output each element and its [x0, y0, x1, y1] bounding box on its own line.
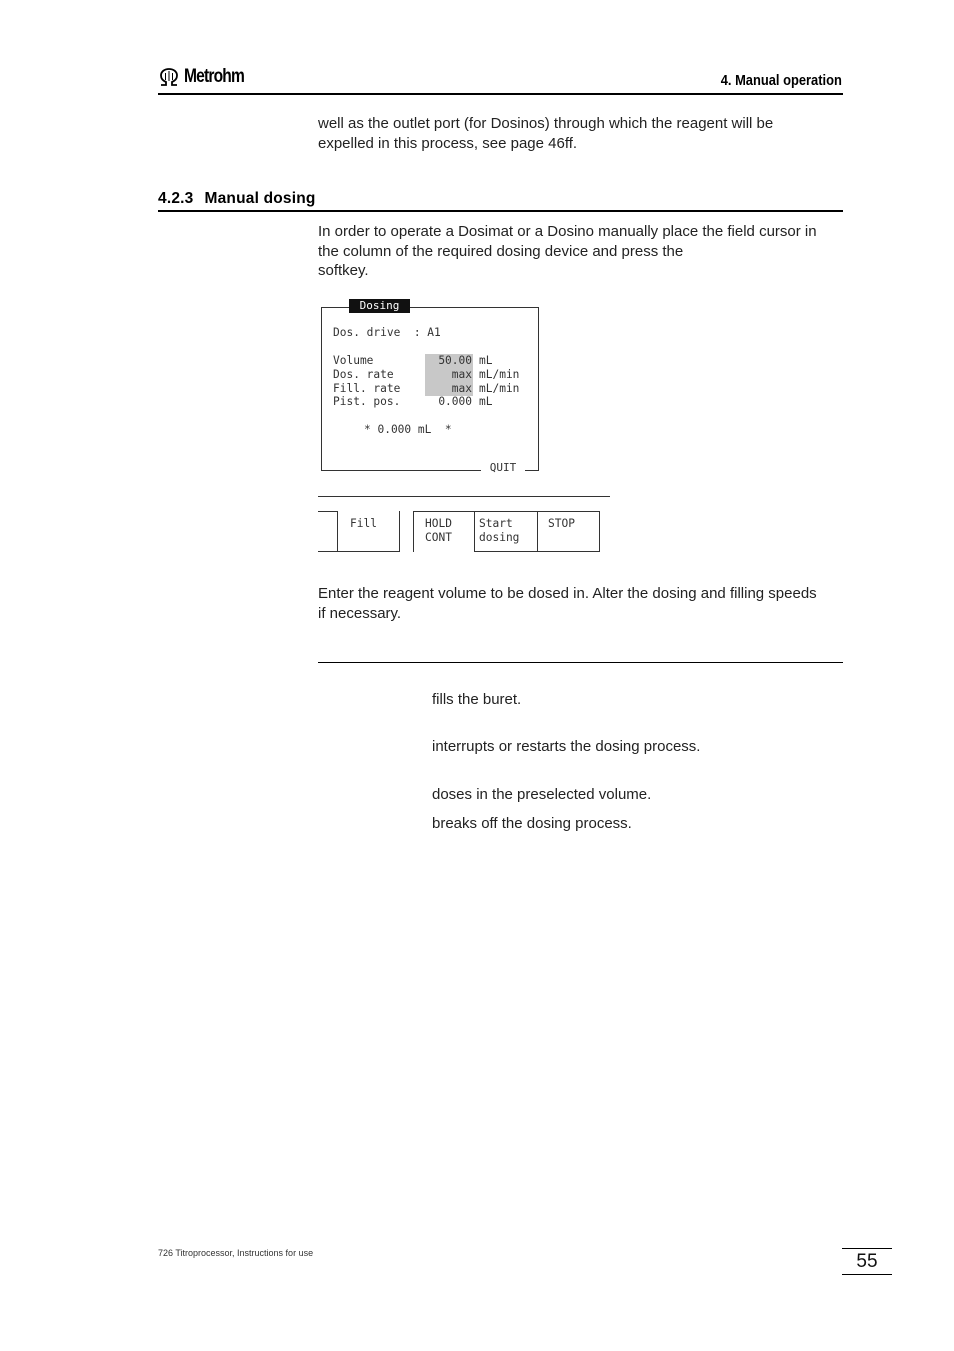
header-rule	[158, 93, 843, 95]
instruction-line: softkey.	[318, 262, 369, 279]
page-number-box	[842, 1248, 892, 1275]
omega-icon	[158, 67, 180, 87]
paragraph-line: Enter the reagent volume to be dosed in. Alter the dosing and filling speeds	[318, 585, 817, 602]
intro-paragraph	[318, 114, 843, 153]
instruction-line: In order to operate a Dosimat or a Dosino manually place the field cursor in	[318, 223, 817, 240]
description-stop: breaks off the dosing process.	[432, 815, 632, 832]
metrohm-logo	[158, 66, 257, 88]
lcd-row-unit: mL	[479, 354, 493, 367]
softkey-bar	[318, 511, 608, 553]
section-number: 4.2.3	[158, 190, 194, 207]
softkey-label: STOP	[548, 517, 575, 530]
lcd-row-unit: mL/min	[479, 382, 520, 395]
section-heading	[158, 190, 316, 208]
description-rule	[318, 662, 843, 663]
lcd-dos-drive: Dos. drive : A1	[333, 326, 441, 339]
lcd-tab-dosing: Dosing	[349, 299, 410, 313]
lcd-quit-label: QUIT	[481, 462, 525, 474]
lcd-row-label: Pist. pos.	[333, 395, 401, 408]
description-start-dosing: doses in the preselected volume.	[432, 786, 652, 803]
softkey-label: Fill	[350, 517, 377, 530]
lcd-row-value: max	[451, 382, 472, 395]
softkey-label: dosing	[479, 531, 520, 544]
section-rule	[158, 210, 843, 212]
lcd-display	[318, 298, 542, 478]
paragraph-line: if necessary.	[318, 604, 402, 622]
softkey-label: CONT	[425, 531, 452, 544]
lcd-row-label: Volume	[333, 354, 374, 367]
softkey-separator	[318, 496, 610, 497]
softkey-stop[interactable]	[538, 511, 600, 552]
instruction-line: the column of the required dosing device and press the	[318, 242, 684, 260]
softkey-label: Start	[479, 517, 513, 530]
lcd-row-unit: mL	[479, 395, 493, 408]
chapter-title: 4. Manual operation	[720, 72, 842, 89]
lcd-row-value: 0.000	[438, 395, 472, 408]
lcd-row-value: max	[451, 368, 472, 381]
softkey-fill[interactable]	[337, 511, 400, 552]
lcd-row-label: Fill. rate	[333, 382, 401, 395]
lcd-row-value: 50.00	[438, 354, 472, 367]
page-number: 55	[856, 1251, 878, 1272]
lcd-row-label: Dos. rate	[333, 368, 394, 381]
lcd-status: * 0.000 mL *	[364, 423, 452, 436]
instruction-paragraph	[318, 222, 843, 281]
brand-name: Metrohm	[184, 66, 245, 87]
intro-line: expelled in this process, see page 46ff.	[318, 134, 578, 152]
intro-line: well as the outlet port (for Dosinos) through which the reagent will be	[318, 115, 774, 132]
softkey-label: HOLD	[425, 517, 452, 530]
section-title: Manual dosing	[204, 190, 316, 207]
softkey-hold-cont[interactable]	[413, 511, 475, 552]
description-hold-cont: interrupts or restarts the dosing process.	[432, 738, 701, 755]
description-fill: fills the buret.	[432, 691, 522, 708]
softkey-start-dosing[interactable]	[475, 511, 538, 552]
lcd-row-unit: mL/min	[479, 368, 520, 381]
footer-doc-title: 726 Titroprocessor, Instructions for use	[158, 1248, 314, 1258]
enter-volume-paragraph	[318, 584, 843, 623]
